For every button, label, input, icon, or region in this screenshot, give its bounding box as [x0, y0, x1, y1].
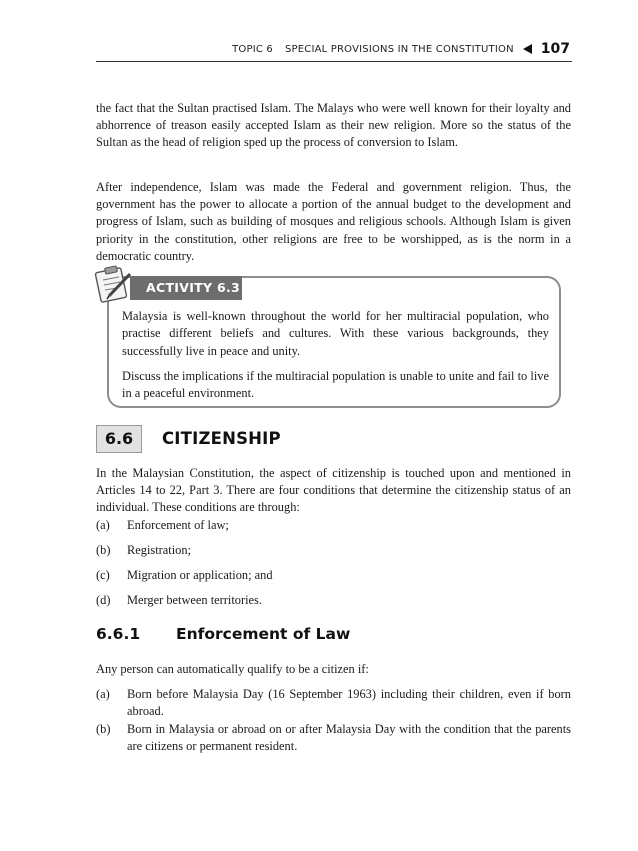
- section-intro: In the Malaysian Constitution, the aspect of citizenship is touched upon and mentioned in Articles 14 to 22, Part 3. There are four conditions that determine the citizenship status of an individual. These conditions are through:: [96, 466, 571, 515]
- list-item-text: Enforcement of law;: [127, 518, 229, 532]
- list-item: [96, 686, 571, 721]
- list-item: [96, 517, 571, 534]
- header-title: SPECIAL PROVISIONS IN THE CONSTITUTION: [284, 43, 514, 55]
- list-item-label: (c): [96, 568, 110, 582]
- paragraph-2: After independence, Islam was made the Federal and government religion. Thus, the government has the power to allocate a portion of the annual budget to the development and progress of Islam, such as building of mosques and religious schools. Although Islam is given priority in the constitution, other religions are free to be worshipped, as is the norm in a democratic country.: [96, 180, 571, 263]
- list-item-text: Merger between territories.: [127, 593, 262, 607]
- section-number: 6.6: [96, 425, 142, 453]
- list-item-label: (a): [96, 687, 110, 701]
- list-item: [96, 542, 571, 559]
- left-triangle-icon: [523, 44, 532, 54]
- list-item-label: (a): [96, 518, 110, 532]
- list-item-text: Born in Malaysia or abroad on or after Malaysia Day with the condition that the parents are citizens or permanent resident.: [127, 722, 571, 754]
- page-number: 107: [540, 41, 570, 57]
- list-item: [96, 721, 571, 756]
- list-item: [96, 567, 571, 584]
- activity-text-1: Malaysia is well-known throughout the world for her multiracial population, who practise different beliefs and cultures. With these various backgrounds, they successfully live in peace and unity.: [122, 309, 549, 358]
- list-item-text: Born before Malaysia Day (16 September 1963) including their children, even if born abroad.: [127, 687, 571, 719]
- activity-text-2: Discuss the implications if the multiracial population is unable to unite and fail to live in a peaceful environment.: [122, 369, 549, 401]
- list-item-label: (b): [96, 722, 111, 736]
- header-rule: [96, 61, 572, 62]
- list-item-text: Registration;: [127, 543, 192, 557]
- header-topic: TOPIC 6: [232, 43, 273, 55]
- subsection-number: 6.6.1: [96, 625, 141, 643]
- list-item: [96, 592, 571, 609]
- list-item-label: (d): [96, 593, 111, 607]
- paragraph-1: the fact that the Sultan practised Islam. The Malays who were well known for their loyalty and abhorrence of treason easily accepted Islam as their new religion. More so the status of the Sultan as the head of religion sped up the process of conversion to Islam.: [96, 101, 571, 150]
- section-title: CITIZENSHIP: [162, 429, 281, 448]
- activity-label: ACTIVITY 6.3: [130, 276, 242, 300]
- subsection-title: Enforcement of Law: [176, 625, 351, 643]
- list-item-text: Migration or application; and: [127, 568, 273, 582]
- subsection-heading: [96, 623, 350, 645]
- running-header: [96, 38, 570, 60]
- clipboard-pencil-icon: [92, 264, 136, 304]
- list-item-label: (b): [96, 543, 111, 557]
- subsection-intro: Any person can automatically qualify to be a citizen if:: [96, 662, 369, 676]
